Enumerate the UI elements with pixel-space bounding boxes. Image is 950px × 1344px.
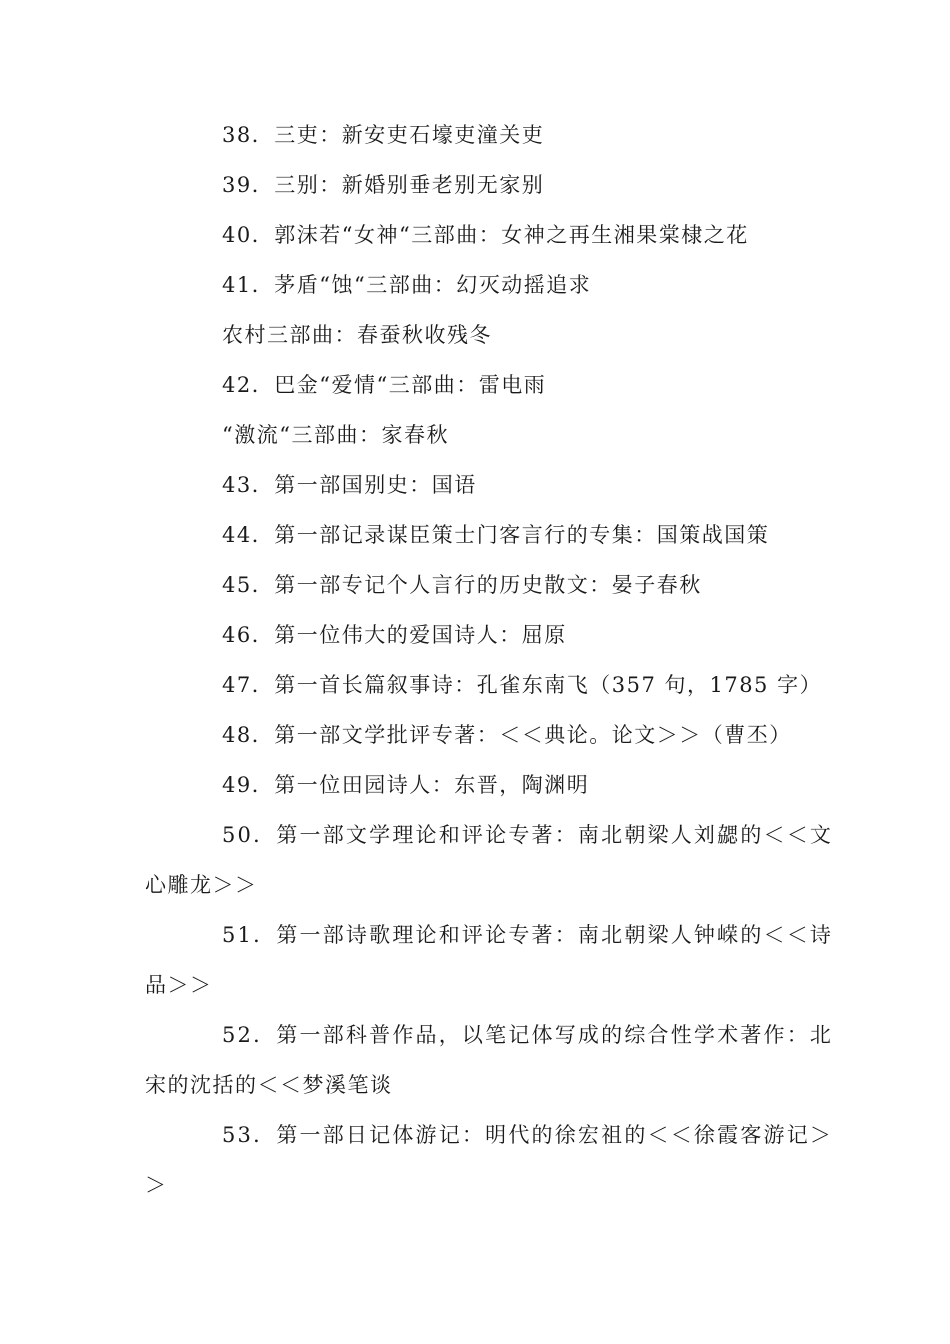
list-item-43: 43．第一部国别史：国语 <box>222 473 477 497</box>
list-item-39: 39．三别：新婚别垂老别无家别 <box>222 173 545 197</box>
list-item-41: 41．茅盾“蚀“三部曲：幻灭动摇追求 <box>222 273 592 297</box>
list-item-45: 45．第一部专记个人言行的历史散文：晏子春秋 <box>222 573 702 597</box>
list-item-53-cont: ＞ <box>145 1173 168 1197</box>
list-item-42-sub: “激流“三部曲：家春秋 <box>222 423 449 447</box>
list-item-41-sub: 农村三部曲：春蚕秋收残冬 <box>222 323 492 347</box>
list-item-50-cont: 心雕龙＞＞ <box>145 873 258 897</box>
list-item-52-cont: 宋的沈括的＜＜梦溪笔谈 <box>145 1073 393 1097</box>
list-item-49: 49．第一位田园诗人：东晋，陶渊明 <box>222 773 590 797</box>
list-item-47: 47．第一首长篇叙事诗：孔雀东南飞（357 句，1785 字） <box>222 673 823 697</box>
list-item-53: 53．第一部日记体游记：明代的徐宏祖的＜＜徐霞客游记＞ <box>222 1123 834 1147</box>
list-item-51: 51．第一部诗歌理论和评论专著：南北朝梁人钟嵘的＜＜诗 <box>222 923 834 947</box>
list-item-42: 42．巴金“爱情“三部曲：雷电雨 <box>222 373 547 397</box>
list-item-46: 46．第一位伟大的爱国诗人：屈原 <box>222 623 567 647</box>
list-item-44: 44．第一部记录谋臣策士门客言行的专集：国策战国策 <box>222 523 770 547</box>
list-item-38: 38．三吏：新安吏石壕吏潼关吏 <box>222 123 545 147</box>
list-item-48: 48．第一部文学批评专著：＜＜典论。论文＞＞（曹丕） <box>222 723 792 747</box>
list-item-51-cont: 品＞＞ <box>145 973 213 997</box>
list-item-50: 50．第一部文学理论和评论专著：南北朝梁人刘勰的＜＜文 <box>222 823 834 847</box>
list-item-52: 52．第一部科普作品，以笔记体写成的综合性学术著作：北 <box>222 1023 834 1047</box>
list-item-40: 40．郭沫若“女神“三部曲：女神之再生湘果棠棣之花 <box>222 223 749 247</box>
